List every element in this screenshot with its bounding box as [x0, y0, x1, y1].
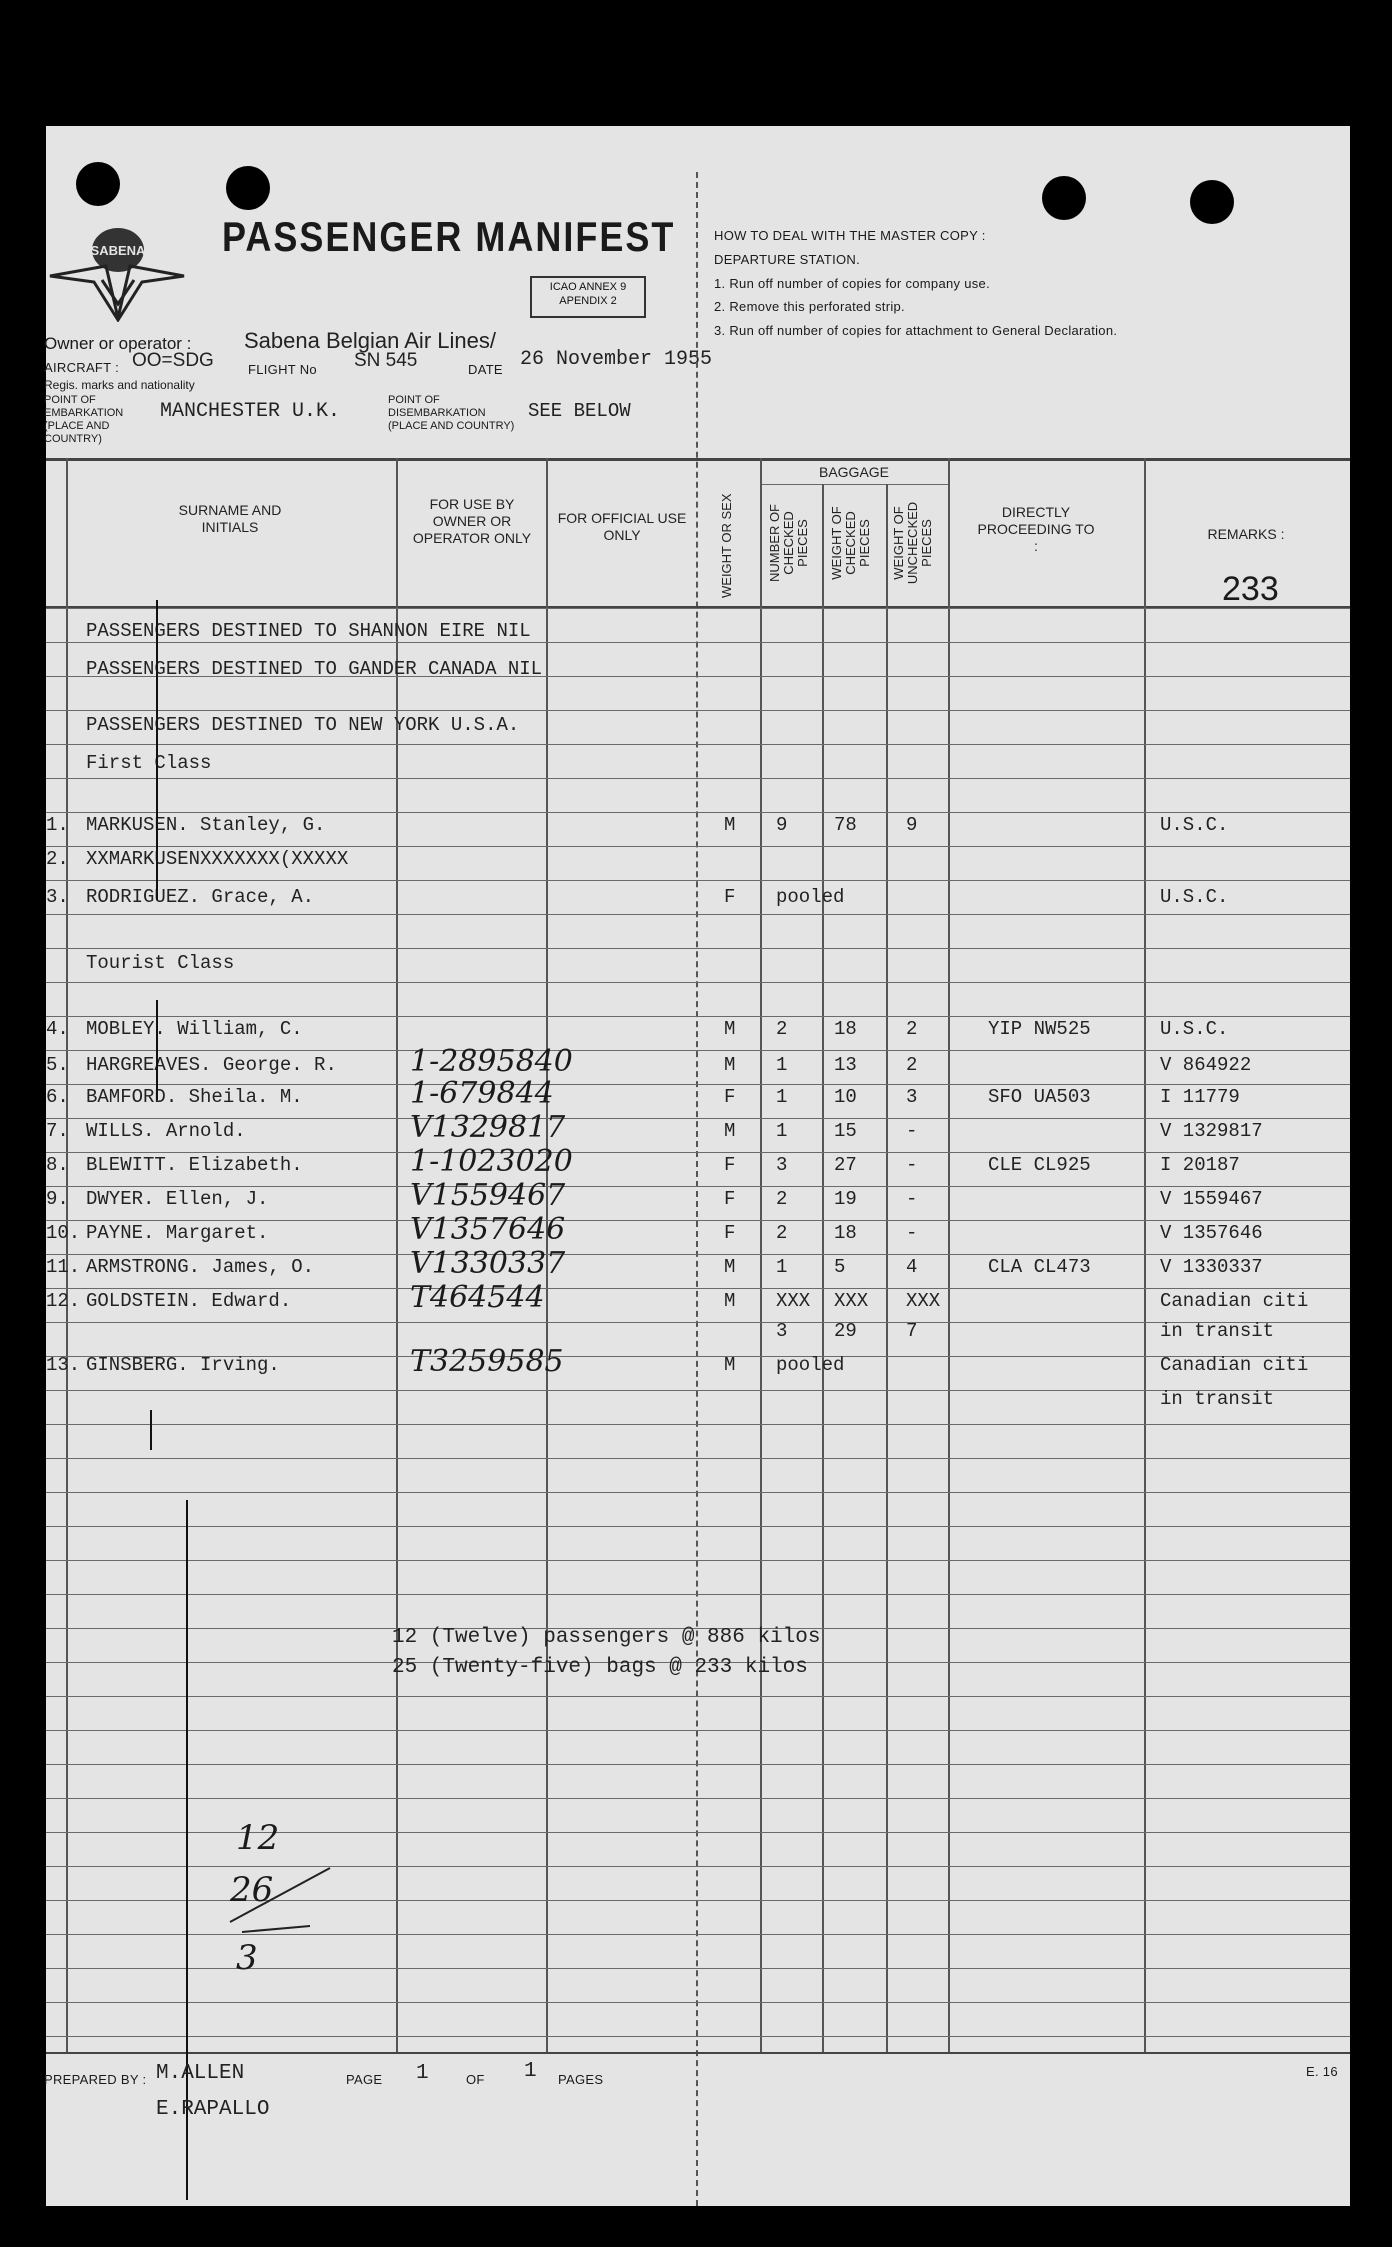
cell-name: ARMSTRONG. James, O. — [86, 1256, 315, 1278]
cell-pieces: 9 — [776, 814, 788, 836]
cell-remark: U.S.C. — [1160, 814, 1229, 836]
instructions-title: HOW TO DEAL WITH THE MASTER COPY : — [714, 228, 986, 243]
row-rule — [46, 846, 1350, 847]
cell-name: RODRIGUEZ. Grace, A. — [86, 886, 315, 908]
cell-name: GINSBERG. Irving. — [86, 1354, 280, 1376]
row-rule — [46, 812, 1350, 813]
cell-sex: M — [724, 1054, 736, 1076]
punch-hole — [1042, 176, 1086, 220]
cell-no: 13. — [46, 1354, 81, 1376]
col-surname: SURNAME AND INITIALS — [178, 502, 282, 535]
owner-label: Owner or operator : — [44, 334, 192, 353]
col-remarks: REMARKS : — [1207, 526, 1285, 542]
pages-label: PAGES — [558, 2072, 604, 2087]
row-rule — [46, 1220, 1350, 1221]
instruction-step-1: 1. Run off number of copies for company use. — [714, 276, 990, 291]
cell-name: DWYER. Ellen, J. — [86, 1188, 269, 1210]
disembark-label: POINT OF DISEMBARKATION (PLACE AND COUNTRY) — [388, 394, 515, 432]
row-rule — [46, 1016, 1350, 1017]
col-divider — [66, 458, 68, 2052]
cell-owner: 1-1023020 — [410, 1144, 573, 1179]
page-title: PASSENGER MANIFEST — [222, 212, 676, 260]
cell-no: 9. — [46, 1188, 69, 1210]
cell-pieces: pooled — [776, 886, 845, 908]
cell-unchecked: 2 — [906, 1018, 918, 1040]
row-rule — [46, 1118, 1350, 1119]
col-divider — [1144, 458, 1146, 2052]
cell-weight: 78 — [834, 814, 857, 836]
cell-sex: M — [724, 1354, 736, 1376]
cell-weight: 10 — [834, 1086, 857, 1108]
tally-strike-icon — [220, 1860, 340, 1940]
col-weight-sex: WEIGHT OR SEX — [719, 493, 734, 598]
cell-name: PASSENGERS DESTINED TO GANDER CANADA NIL — [86, 658, 543, 680]
cell-name: HARGREAVES. George. R. — [86, 1054, 337, 1076]
cell-unchecked: - — [906, 1120, 918, 1142]
sabena-logo-icon — [46, 222, 186, 322]
col-unchecked-weight: WEIGHT OF UNCHECKED PIECES — [891, 501, 934, 585]
cell-pieces: 1 — [776, 1120, 788, 1142]
row-rule — [46, 1458, 1350, 1459]
cell-owner: V1559467 — [410, 1178, 566, 1213]
svg-text:SABENA: SABENA — [90, 243, 146, 258]
cell-weight: 5 — [834, 1256, 846, 1278]
row-rule — [46, 1322, 1350, 1323]
tally-bags: 26 — [230, 1870, 274, 1910]
row-rule — [46, 2002, 1350, 2003]
cell-pieces: 1 — [776, 1256, 788, 1278]
cell-remark: V 1329817 — [1160, 1120, 1263, 1142]
of-value: 1 — [524, 2060, 537, 2083]
flight-label: FLIGHT No — [248, 362, 317, 377]
col-owner-use: FOR USE BY OWNER OR OPERATOR ONLY — [412, 496, 532, 546]
row-rule — [46, 1288, 1350, 1289]
pen-mark — [150, 1410, 152, 1450]
cell-remark: V 864922 — [1160, 1054, 1252, 1076]
cell-no: 2. — [46, 848, 69, 870]
col-divider — [822, 484, 824, 2052]
cell-weight: 15 — [834, 1120, 857, 1142]
cell-sex: M — [724, 1290, 736, 1312]
cell-name: GOLDSTEIN. Edward. — [86, 1290, 292, 1312]
tally-passengers: 12 — [236, 1818, 280, 1858]
table-top-border — [46, 458, 1350, 461]
instruction-step-2: 2. Remove this perforated strip. — [714, 299, 905, 314]
cell-unchecked: - — [906, 1154, 918, 1176]
row-rule — [46, 1798, 1350, 1799]
table-bottom-border — [46, 2052, 1350, 2054]
cell-unchecked: 3 — [906, 1086, 918, 1108]
instructions-subtitle: DEPARTURE STATION. — [714, 252, 861, 267]
cell-remark: I 20187 — [1160, 1154, 1240, 1176]
cell-unchecked: 7 — [906, 1320, 918, 1342]
cell-pieces: 1 — [776, 1086, 788, 1108]
baggage-divider — [760, 484, 948, 485]
cell-remark: V 1559467 — [1160, 1188, 1263, 1210]
cell-weight: 19 — [834, 1188, 857, 1210]
cell-no: 3. — [46, 886, 69, 908]
cell-unchecked: 9 — [906, 814, 918, 836]
row-rule — [46, 2036, 1350, 2037]
cell-weight: 13 — [834, 1054, 857, 1076]
nationality-label: Regis. marks and nationality — [44, 378, 195, 392]
col-divider — [886, 484, 888, 2052]
cell-owner: T3259585 — [410, 1344, 564, 1379]
cell-remark: in transit — [1160, 1388, 1275, 1410]
cell-no: 7. — [46, 1120, 69, 1142]
cell-sex: F — [724, 1086, 736, 1108]
cell-pieces: pooled — [776, 1354, 845, 1376]
cell-sex: M — [724, 814, 736, 836]
totals-bags: 25 (Twenty-five) bags @ 233 kilos — [392, 1656, 808, 1679]
row-rule — [46, 1050, 1350, 1051]
cell-owner: V1357646 — [410, 1212, 566, 1247]
cell-proceed: CLA CL473 — [988, 1256, 1091, 1278]
row-rule — [46, 1526, 1350, 1527]
cell-owner: V1330337 — [410, 1246, 566, 1281]
col-official-use: FOR OFFICIAL USE ONLY — [557, 510, 687, 543]
row-rule — [46, 1492, 1350, 1493]
cell-unchecked: 4 — [906, 1256, 918, 1278]
cell-remark: V 1330337 — [1160, 1256, 1263, 1278]
icao-line-1: ICAO ANNEX 9 — [549, 281, 627, 293]
punch-hole — [76, 162, 120, 206]
cell-name: WILLS. Arnold. — [86, 1120, 246, 1142]
cell-owner: 1-679844 — [410, 1076, 554, 1111]
row-rule — [46, 1254, 1350, 1255]
cell-remark: Canadian citi — [1160, 1354, 1309, 1376]
cell-weight: 29 — [834, 1320, 857, 1342]
row-rule — [46, 1764, 1350, 1765]
aircraft-value: OO=SDG — [132, 350, 214, 371]
prepared-by-2: E.RAPALLO — [156, 2098, 270, 2121]
row-rule — [46, 1186, 1350, 1187]
cell-sex: F — [724, 1188, 736, 1210]
row-rule — [46, 1560, 1350, 1561]
date-value: 26 November 1955 — [520, 348, 713, 371]
cell-owner: V1329817 — [410, 1110, 566, 1145]
embark-label: POINT OF EMBARKATION (PLACE AND COUNTRY) — [44, 394, 124, 445]
cell-proceed: CLE CL925 — [988, 1154, 1091, 1176]
row-rule — [46, 744, 1350, 745]
cell-sex: M — [724, 1120, 736, 1142]
row-rule — [46, 778, 1350, 779]
cell-proceed: YIP NW525 — [988, 1018, 1091, 1040]
row-rule — [46, 914, 1350, 915]
tally-remainder: 3 — [236, 1938, 258, 1978]
cell-name: First Class — [86, 752, 212, 774]
instruction-step-3: 3. Run off number of copies for attachment to General Declaration. — [714, 323, 1118, 338]
cell-no: 8. — [46, 1154, 69, 1176]
of-label: OF — [466, 2072, 485, 2087]
cell-no: 4. — [46, 1018, 69, 1040]
cell-no: 1. — [46, 814, 69, 836]
cell-unchecked: - — [906, 1222, 918, 1244]
cell-weight: XXX — [834, 1290, 869, 1312]
cell-name: BAMFORD. Sheila. M. — [86, 1086, 303, 1108]
cell-weight: 27 — [834, 1154, 857, 1176]
icao-line-2: APENDIX 2 — [559, 295, 617, 307]
row-rule — [46, 1390, 1350, 1391]
col-divider — [760, 458, 762, 2052]
cell-pieces: 3 — [776, 1154, 788, 1176]
cell-no: 5. — [46, 1054, 69, 1076]
col-proceeding: DIRECTLY PROCEEDING TO : — [977, 504, 1095, 554]
cell-pieces: XXX — [776, 1290, 811, 1312]
embark-value: MANCHESTER U.K. — [160, 400, 341, 423]
cell-no: 6. — [46, 1086, 69, 1108]
cell-name: XXMARKUSENXXXXXXX(XXXXX — [86, 848, 349, 870]
cell-weight: 18 — [834, 1018, 857, 1040]
owner-value: Sabena Belgian Air Lines/ — [244, 328, 496, 353]
row-rule — [46, 1730, 1350, 1731]
cell-sex: F — [724, 1154, 736, 1176]
page-label: PAGE — [346, 2072, 383, 2087]
col-divider — [396, 458, 398, 2052]
cell-unchecked: 2 — [906, 1054, 918, 1076]
cell-proceed: SFO UA503 — [988, 1086, 1091, 1108]
cell-sex: F — [724, 1222, 736, 1244]
cell-name: PAYNE. Margaret. — [86, 1222, 269, 1244]
totals-passengers: 12 (Twelve) passengers @ 886 kilos — [392, 1626, 821, 1649]
cell-remark: I 11779 — [1160, 1086, 1240, 1108]
row-rule — [46, 642, 1350, 643]
cell-name: MARKUSEN. Stanley, G. — [86, 814, 326, 836]
form-code: E. 16 — [1306, 2064, 1338, 2079]
cell-no: 10. — [46, 1222, 81, 1244]
row-rule — [46, 1594, 1350, 1595]
col-divider — [948, 458, 950, 2052]
cell-remark: U.S.C. — [1160, 1018, 1229, 1040]
cell-pieces: 3 — [776, 1320, 788, 1342]
cell-sex: M — [724, 1018, 736, 1040]
prepared-label: PREPARED BY : — [44, 2072, 147, 2087]
page-value: 1 — [416, 2062, 429, 2085]
cell-pieces: 2 — [776, 1188, 788, 1210]
cell-sex: F — [724, 886, 736, 908]
pen-mark — [186, 1500, 188, 2200]
row-rule — [46, 948, 1350, 949]
row-rule — [46, 710, 1350, 711]
cell-weight: 18 — [834, 1222, 857, 1244]
cell-owner: 1-2895840 — [410, 1044, 573, 1079]
cell-unchecked: XXX — [906, 1290, 941, 1312]
cell-remark: V 1357646 — [1160, 1222, 1263, 1244]
col-baggage: BAGGAGE — [818, 464, 890, 480]
punch-hole — [226, 166, 270, 210]
flight-value: SN 545 — [354, 350, 418, 371]
row-rule — [46, 1152, 1350, 1153]
cell-name: MOBLEY. William, C. — [86, 1018, 303, 1040]
cell-owner: T464544 — [410, 1280, 545, 1315]
cell-unchecked: - — [906, 1188, 918, 1210]
cell-pieces: 2 — [776, 1018, 788, 1040]
cell-remark: in transit — [1160, 1320, 1275, 1342]
cell-name: PASSENGERS DESTINED TO NEW YORK U.S.A. — [86, 714, 520, 736]
cell-no: 11. — [46, 1256, 81, 1278]
page-stamp-number: 233 — [1222, 570, 1279, 608]
cell-name: Tourist Class — [86, 952, 235, 974]
pen-mark — [156, 600, 158, 900]
row-rule — [46, 1084, 1350, 1085]
aircraft-label: AIRCRAFT : — [44, 360, 119, 375]
icao-box — [530, 276, 646, 318]
cell-pieces: 1 — [776, 1054, 788, 1076]
col-checked-weight: WEIGHT OF CHECKED PIECES — [829, 506, 872, 580]
row-rule — [46, 1424, 1350, 1425]
cell-remark: Canadian citi — [1160, 1290, 1309, 1312]
date-label: DATE — [468, 362, 503, 377]
row-rule — [46, 880, 1350, 881]
row-rule — [46, 1696, 1350, 1697]
row-rule — [46, 608, 1350, 609]
cell-no: 12. — [46, 1290, 81, 1312]
cell-remark: U.S.C. — [1160, 886, 1229, 908]
cell-name: BLEWITT. Elizabeth. — [86, 1154, 303, 1176]
row-rule — [46, 982, 1350, 983]
cell-sex: M — [724, 1256, 736, 1278]
disembark-value: SEE BELOW — [528, 400, 631, 422]
cell-pieces: 2 — [776, 1222, 788, 1244]
punch-hole — [1190, 180, 1234, 224]
prepared-by-1: M.ALLEN — [156, 2062, 245, 2085]
col-checked-number: NUMBER OF CHECKED PIECES — [767, 504, 810, 582]
cell-name: PASSENGERS DESTINED TO SHANNON EIRE NIL — [86, 620, 531, 642]
pen-mark — [156, 1000, 158, 1100]
